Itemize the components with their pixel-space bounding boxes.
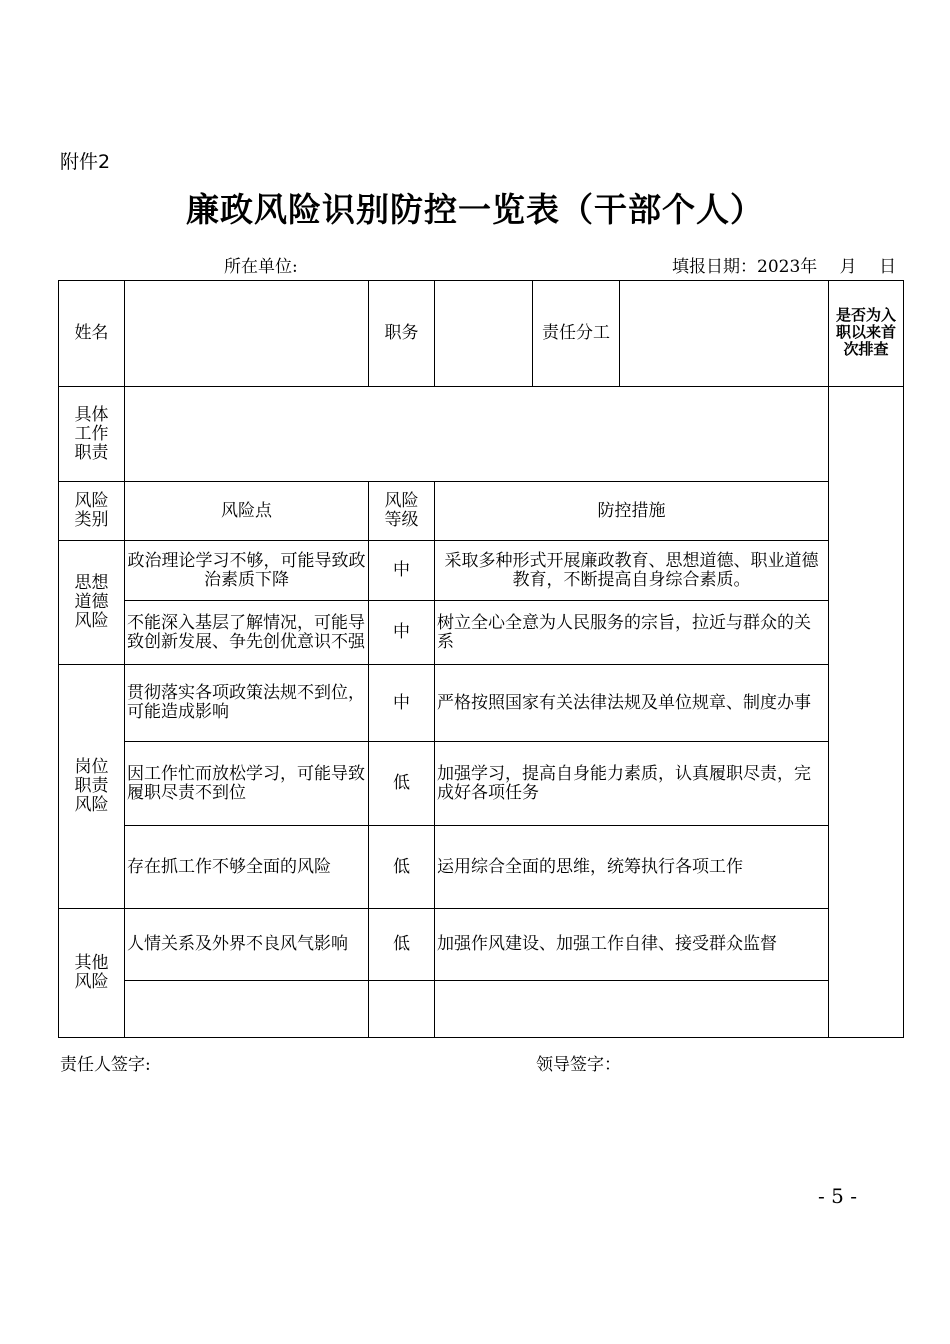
control-measure: 加强作风建设、加强工作自律、接受群众监督 bbox=[435, 909, 829, 981]
name-value[interactable] bbox=[125, 281, 369, 387]
header-category: 风险 类别 bbox=[59, 482, 125, 541]
risk-point: 不能深入基层了解情况，可能导致创新发展、争先创优意识不强 bbox=[125, 601, 369, 665]
risk-point[interactable] bbox=[125, 981, 369, 1038]
risk-point: 人情关系及外界不良风气影响 bbox=[125, 909, 369, 981]
duty-label: 责任分工 bbox=[533, 281, 620, 387]
header-point: 风险点 bbox=[125, 482, 369, 541]
duty-value[interactable] bbox=[620, 281, 829, 387]
signer-label: 责任人签字: bbox=[60, 1055, 151, 1075]
category-ideology: 思想 道德 风险 bbox=[59, 541, 125, 665]
header-measure: 防控措施 bbox=[435, 482, 829, 541]
risk-point: 政治理论学习不够，可能导致政治素质下降 bbox=[125, 541, 369, 601]
control-measure[interactable] bbox=[435, 981, 829, 1038]
risk-level: 中 bbox=[369, 541, 435, 601]
first-check-value[interactable] bbox=[829, 387, 904, 1038]
leader-signature-label: 领导签字： bbox=[536, 1055, 621, 1075]
risk-level: 低 bbox=[369, 909, 435, 981]
page-title: 廉政风险识别防控一览表（干部个人） bbox=[186, 190, 764, 229]
category-other: 其他 风险 bbox=[59, 909, 125, 1038]
risk-level[interactable] bbox=[369, 981, 435, 1038]
control-measure: 树立全心全意为人民服务的宗旨，拉近与群众的关系 bbox=[435, 601, 829, 665]
fill-date-label: 填报日期：2023年 月 日 bbox=[672, 257, 897, 277]
attachment-label: 附件2 bbox=[60, 151, 111, 173]
header-level: 风险 等级 bbox=[369, 482, 435, 541]
position-label: 职务 bbox=[369, 281, 435, 387]
risk-point: 因工作忙而放松学习，可能导致履职尽责不到位 bbox=[125, 742, 369, 826]
control-measure: 运用综合全面的思维，统筹执行各项工作 bbox=[435, 826, 829, 909]
risk-point: 存在抓工作不够全面的风险 bbox=[125, 826, 369, 909]
work-duty-value[interactable] bbox=[125, 387, 829, 482]
name-label: 姓名 bbox=[59, 281, 125, 387]
risk-level: 中 bbox=[369, 665, 435, 742]
risk-level: 中 bbox=[369, 601, 435, 665]
risk-table bbox=[58, 280, 904, 1038]
control-measure: 采取多种形式开展廉政教育、思想道德、职业道德教育，不断提高自身综合素质。 bbox=[435, 541, 829, 601]
work-duty-label: 具体 工作 职责 bbox=[59, 387, 125, 482]
first-check-label: 是否为入 职以来首 次排查 bbox=[829, 281, 904, 387]
control-measure: 严格按照国家有关法律法规及单位规章、制度办事 bbox=[435, 665, 829, 742]
risk-level: 低 bbox=[369, 826, 435, 909]
position-value[interactable] bbox=[435, 281, 533, 387]
unit-label: 所在单位: bbox=[224, 257, 298, 277]
risk-point: 贯彻落实各项政策法规不到位，可能造成影响 bbox=[125, 665, 369, 742]
page-number: - 5 - bbox=[818, 1184, 857, 1208]
control-measure: 加强学习，提高自身能力素质，认真履职尽责，完成好各项任务 bbox=[435, 742, 829, 826]
risk-level: 低 bbox=[369, 742, 435, 826]
category-post-duty: 岗位 职责 风险 bbox=[59, 665, 125, 909]
